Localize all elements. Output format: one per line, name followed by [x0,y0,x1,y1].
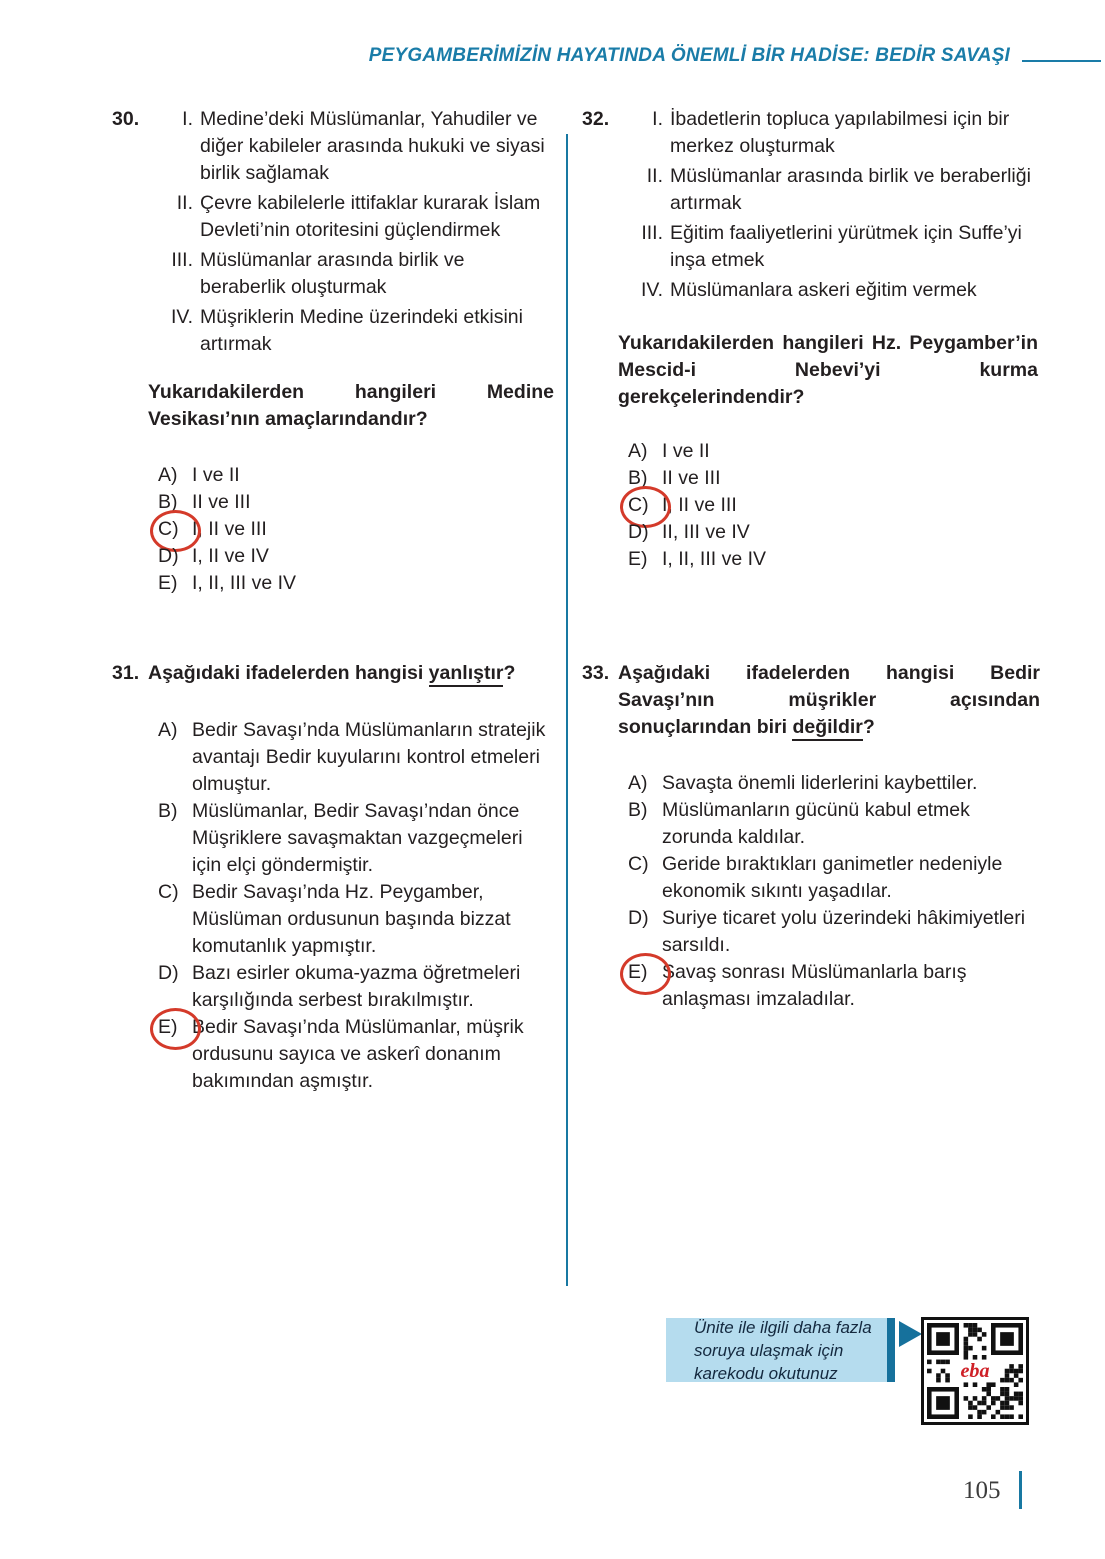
question-30-item-1 [112,106,554,187]
item-numeral: III. [171,249,193,271]
option-row-d [628,519,1038,546]
option-row-b [628,797,1040,851]
option-label: D) [158,545,179,567]
option-label: D) [158,962,179,984]
question-number: 33. [582,662,610,684]
option-row-a [628,770,1040,797]
qr-info-text: Ünite ile ilgili daha fazla soruya ulaşmak için karekodu okutunuz [694,1317,872,1383]
item-text: Medine’deki Müslümanlar, Yahudiler ve diğer kabileler arasında hukuki ve siyasi birlik sağlamak [200,108,545,184]
item-numeral: III. [641,222,663,244]
item-text: Müslümanlar arasında birlik ve beraberliği artırmak [670,165,1031,214]
question-number: 31. [112,662,140,684]
option-label: A) [628,772,648,794]
option-row-d [158,960,556,1014]
option-text: I, II ve III [662,494,737,516]
option-row-c [628,492,1038,519]
arrow-right-icon [899,1321,922,1347]
item-numeral: II. [646,165,663,187]
question-32-item-4 [582,277,1038,304]
option-row-e [158,1014,556,1095]
question-31-head [112,660,556,687]
option-label: C) [158,881,179,903]
option-row-c [628,851,1040,905]
item-text: Müşriklerin Medine üzerindeki etkisini artırmak [200,306,523,355]
option-row-e [158,570,554,597]
question-31-options [158,717,556,1095]
option-label: D) [628,521,649,543]
stem-underlined-word: yanlıştır [429,662,504,687]
stem-text: Aşağıdaki ifadelerden hangisi [148,662,429,684]
question-32-item-3 [582,220,1038,274]
option-label: E) [628,548,648,570]
option-row-c [158,516,554,543]
option-row-c [158,879,556,960]
option-label: A) [158,464,178,486]
question-30-options [158,462,554,597]
header-rule [1022,60,1101,62]
option-label: B) [158,491,178,513]
column-divider [566,134,568,1286]
option-text: I ve II [662,440,710,462]
option-row-e [628,959,1040,1013]
page-header-title: PEYGAMBERİMİZİN HAYATINDA ÖNEMLİ BİR HADİSE: BEDİR SAVAŞI [368,45,1010,66]
option-label: A) [158,719,178,741]
question-31 [112,660,556,1095]
question-number: 32. [582,108,610,130]
option-text: I ve II [192,464,240,486]
question-33-options [628,770,1040,1013]
item-numeral: I. [182,108,193,130]
option-text: Geride bıraktıkları ganimetler nedeniyle ekonomik sıkıntı yaşadılar. [662,853,1003,902]
question-31-stem [148,660,556,687]
item-text: Eğitim faaliyetlerini yürütmek için Suffe’yi inşa etmek [670,222,1022,271]
option-text: Bedir Savaşı’nda Hz. Peygamber, Müslüman ordusunun başında bizzat komutanlık yapmıştır. [192,881,511,957]
option-text: I, II, III ve IV [192,572,297,594]
question-30-item-4 [112,304,554,358]
page-number: 105 [963,1477,1001,1504]
option-text: Savaşta önemli liderlerini kaybettiler. [662,772,978,794]
option-row-b [158,798,556,879]
option-text: Bedir Savaşı’nda Müslümanlar, müşrik ordusunu sayıca ve askerî donanım bakımından aşmıştır. [192,1016,524,1092]
option-label-circled-answer: E) [158,1014,192,1095]
stem-text: Aşağıdaki ifadelerden hangisi Bedir Savaşı’nın müşrikler açısından sonuçlarından biri [618,662,1040,738]
option-label-circled-answer: C) [628,492,662,519]
option-row-a [158,462,554,489]
option-row-a [628,438,1038,465]
question-32-options [628,438,1038,573]
item-text: Çevre kabilelerle ittifaklar kurarak İslam Devleti’nin otoritesini güçlendirmek [200,192,541,241]
item-numeral: IV. [170,306,193,328]
item-numeral: II. [176,192,193,214]
question-30-item-3 [112,247,554,301]
option-label: A) [628,440,648,462]
option-text: Müslümanların gücünü kabul etmek zorunda kaldılar. [662,799,970,848]
question-32 [582,106,1038,573]
option-text: II ve III [192,491,251,513]
question-32-item-2 [582,163,1038,217]
option-label: B) [158,800,178,822]
eba-logo: eba [960,1360,990,1383]
option-label: C) [628,853,649,875]
option-text: Savaş sonrası Müslümanlarla barış anlaşması imzaladılar. [662,961,967,1010]
option-text: Bazı esirler okuma-yazma öğretmeleri karşılığında serbest bırakılmıştır. [192,962,521,1011]
option-row-e [628,546,1038,573]
stem-text: ? [503,662,516,684]
question-32-stem: Yukarıdakilerden hangileri Hz. Peygamber’in Mescid-i Nebevi’yi kurma gerekçelerindendir? [618,332,1038,408]
option-text: Suriye ticaret yolu üzerindeki hâkimiyetleri sarsıldı. [662,907,1026,956]
qr-info-box [666,1318,895,1382]
option-label: B) [628,467,648,489]
option-row-d [158,543,554,570]
option-label-circled-answer: E) [628,959,662,1013]
item-text: Müslümanlar arasında birlik ve beraberlik oluşturmak [200,249,465,298]
qr-code [921,1317,1029,1425]
option-text: I, II, III ve IV [662,548,767,570]
item-numeral: I. [652,108,663,130]
question-33-head [582,660,1040,741]
option-text: II, III ve IV [662,521,750,543]
item-text: İbadetlerin topluca yapılabilmesi için bir merkez oluşturmak [670,108,1010,157]
option-text: II ve III [662,467,721,489]
item-numeral: IV. [640,279,663,301]
option-row-a [158,717,556,798]
question-33-stem [618,660,1040,741]
question-number: 30. [112,108,140,130]
option-text: Müslümanlar, Bedir Savaşı’ndan önce Müşriklere savaşmaktan vazgeçmeleri için elçi göndermiştir. [192,800,523,876]
option-text: I, II ve IV [192,545,269,567]
option-label: E) [158,572,178,594]
stem-text: ? [862,716,875,738]
option-label: B) [628,799,648,821]
option-text: Bedir Savaşı’nda Müslümanların stratejik avantajı Bedir kuyularını kontrol etmeleri olmuştur. [192,719,546,795]
footer-rule [1019,1471,1022,1509]
question-33 [582,660,1040,1013]
option-label-circled-answer: C) [158,516,192,543]
item-text: Müslümanlara askeri eğitim vermek [670,279,977,301]
stem-underlined-word: değildir [792,716,862,741]
option-label: D) [628,907,649,929]
question-30-item-2 [112,190,554,244]
option-row-b [158,489,554,516]
option-text: I, II ve III [192,518,267,540]
question-30 [112,106,554,597]
question-32-item-1 [582,106,1038,160]
option-row-b [628,465,1038,492]
option-row-d [628,905,1040,959]
question-30-stem: Yukarıdakilerden hangileri Medine Vesikası’nın amaçlarındandır? [148,381,554,430]
